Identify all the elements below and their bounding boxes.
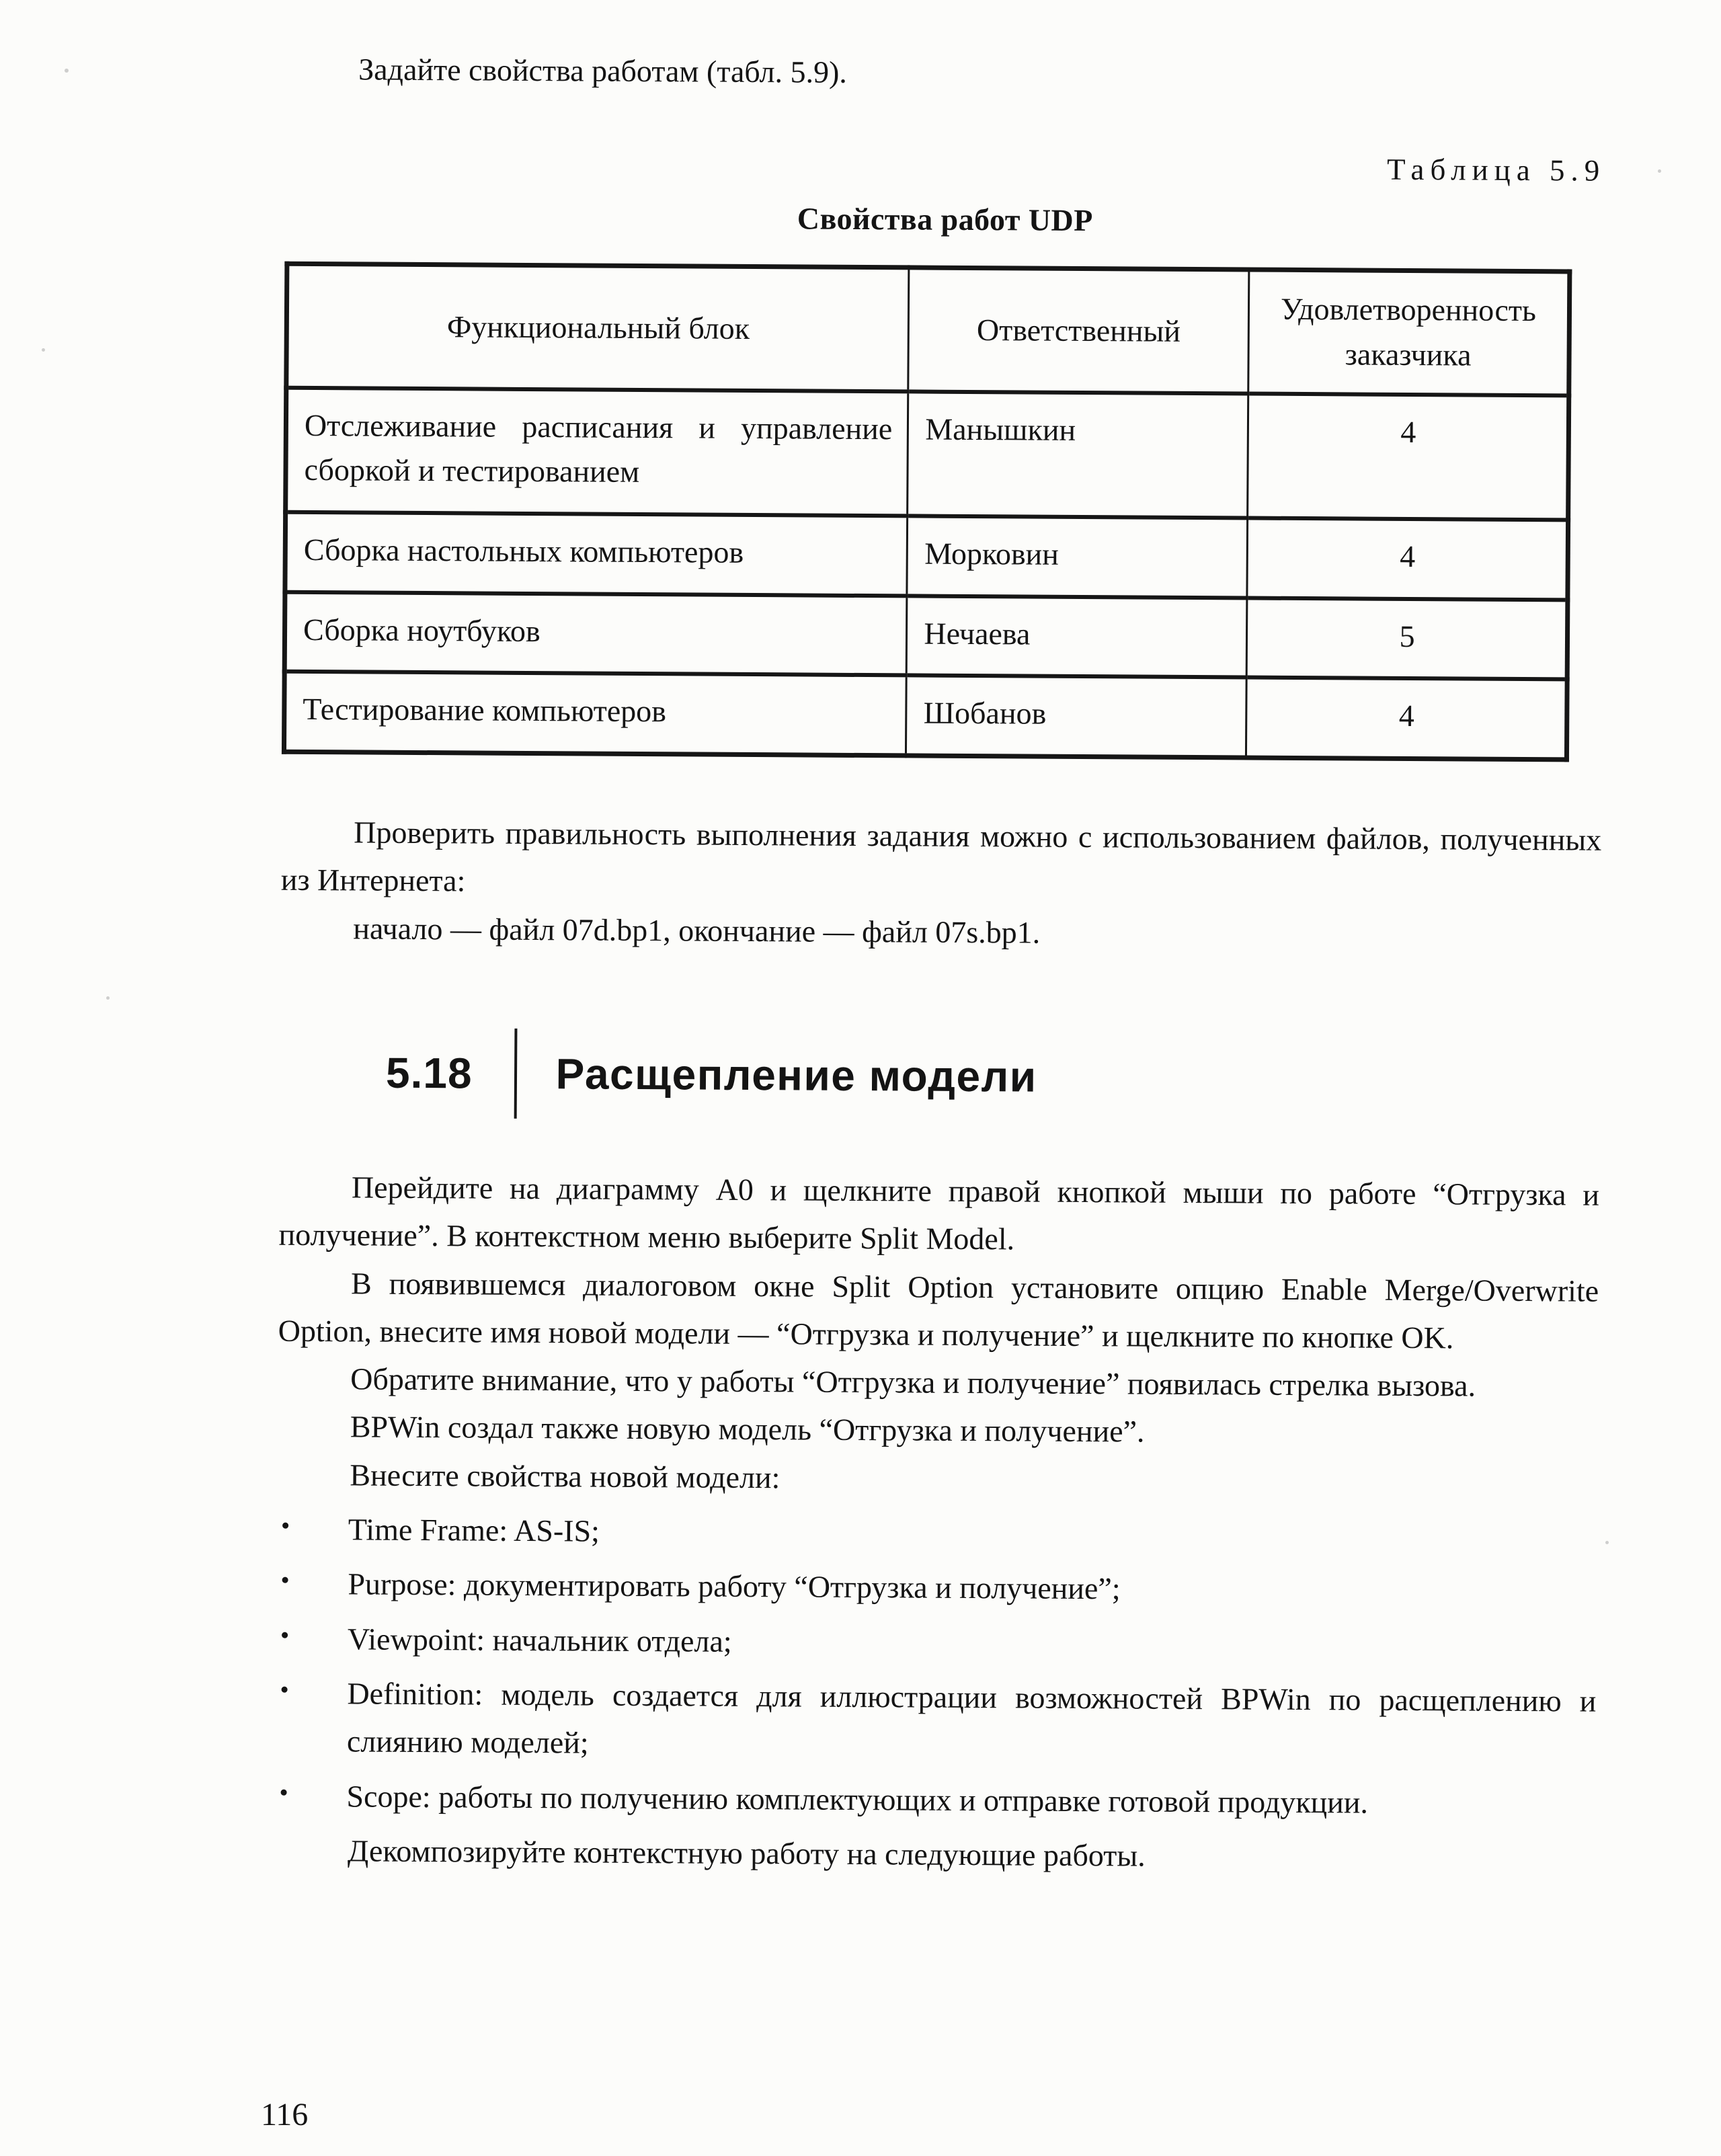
table-caption: Таблица 5.9 [1386, 153, 1606, 188]
list-item [275, 1771, 1595, 1827]
section-number: 5.18 [385, 1048, 473, 1098]
section-paragraph: Внесите свойства новой модели: [350, 1458, 781, 1495]
bullet-dot-icon: • [280, 1511, 290, 1540]
scan-speck [65, 69, 69, 73]
cell-functional-block: Отслеживание расписания и управление сборкой и тестированием [286, 387, 908, 516]
list-item-text: Viewpoint: начальник отдела; [347, 1622, 732, 1659]
section-heading [386, 1028, 1601, 1125]
list-item [276, 1560, 1597, 1615]
list-item [276, 1614, 1597, 1670]
bullet-dot-icon: • [280, 1621, 290, 1650]
cell-functional-block: Сборка ноутбуков [284, 592, 907, 675]
list-item [276, 1669, 1597, 1773]
scan-speck [42, 348, 45, 352]
list-item-text: Scope: работы по получению комплектующих и отправке готовой продукции. [346, 1778, 1369, 1820]
scan-speck [1658, 169, 1661, 173]
table-row [284, 672, 1567, 760]
scan-speck [106, 996, 110, 1000]
cell-functional-block: Тестирование компьютеров [284, 672, 906, 756]
table-row [285, 512, 1568, 600]
header-responsible: Ответственный [908, 268, 1249, 393]
page-number: 116 [261, 2097, 309, 2132]
table-row [284, 592, 1568, 679]
closing-paragraph: Декомпозируйте контекстную работу на следующие работы. [347, 1833, 1146, 1873]
list-item-text: Time Frame: AS-IS; [348, 1512, 600, 1548]
section-paragraph: Обратите внимание, что у работы “Отгрузка и получение” появилась стрелка вызова. [350, 1361, 1476, 1403]
model-properties-list [275, 1505, 1597, 1828]
cell-responsible: Нечаева [907, 596, 1247, 678]
udp-properties-table [282, 262, 1572, 762]
cell-satisfaction: 4 [1247, 518, 1568, 600]
list-item-text: Purpose: документировать работу “Отгрузка и получение”; [348, 1566, 1121, 1606]
cell-responsible: Манышкин [908, 391, 1248, 518]
section-paragraph: Перейдите на диаграмму А0 и щелкните правой кнопкой мыши по работе “Отгрузка и получение”. В контекстном меню выберите Split Model. [278, 1170, 1600, 1256]
section-paragraph: BPWin создал также новую модель “Отгрузка и получение”. [350, 1409, 1145, 1449]
scan-speck [1605, 1541, 1609, 1544]
bullet-dot-icon: • [280, 1675, 289, 1704]
header-satisfaction: Удовлетворенность заказчика [1248, 270, 1570, 395]
header-functional-block: Функциональный блок [286, 264, 909, 392]
check-paragraph: Проверить правильность выполнения задания можно с использованием файлов, полученных из Интернета: [280, 815, 1602, 898]
bullet-dot-icon: • [279, 1778, 288, 1807]
table-row [286, 387, 1569, 520]
cell-functional-block: Сборка настольных компьютеров [285, 512, 908, 596]
cell-responsible: Шобанов [906, 676, 1246, 758]
cell-satisfaction: 5 [1246, 598, 1568, 680]
cell-satisfaction: 4 [1246, 678, 1567, 760]
list-item-text: Definition: модель создается для иллюстрации возможностей BPWin по расщеплению и слиянию моделей; [346, 1676, 1597, 1760]
heading-divider [514, 1029, 517, 1119]
section-paragraph: В появившемся диалоговом окне Split Option установите опцию Enable Merge/Overwrite Option, внесите имя новой модели — “Отгрузка и получение” и щелкните по кнопке OK. [278, 1265, 1599, 1355]
files-line: начало — файл 07d.bp1, окончание — файл 07s.bp1. [353, 911, 1041, 950]
section-title: Расщепление модели [555, 1049, 1037, 1101]
cell-responsible: Морковин [907, 516, 1247, 598]
bullet-dot-icon: • [280, 1566, 290, 1595]
section-body [275, 1163, 1599, 1882]
table-header-row [286, 264, 1570, 396]
intro-paragraph: Задайте свойства работам (табл. 5.9). [358, 52, 848, 89]
list-item [277, 1505, 1597, 1561]
cell-satisfaction: 4 [1248, 393, 1569, 520]
table-title: Свойства работ UDP [797, 201, 1093, 238]
